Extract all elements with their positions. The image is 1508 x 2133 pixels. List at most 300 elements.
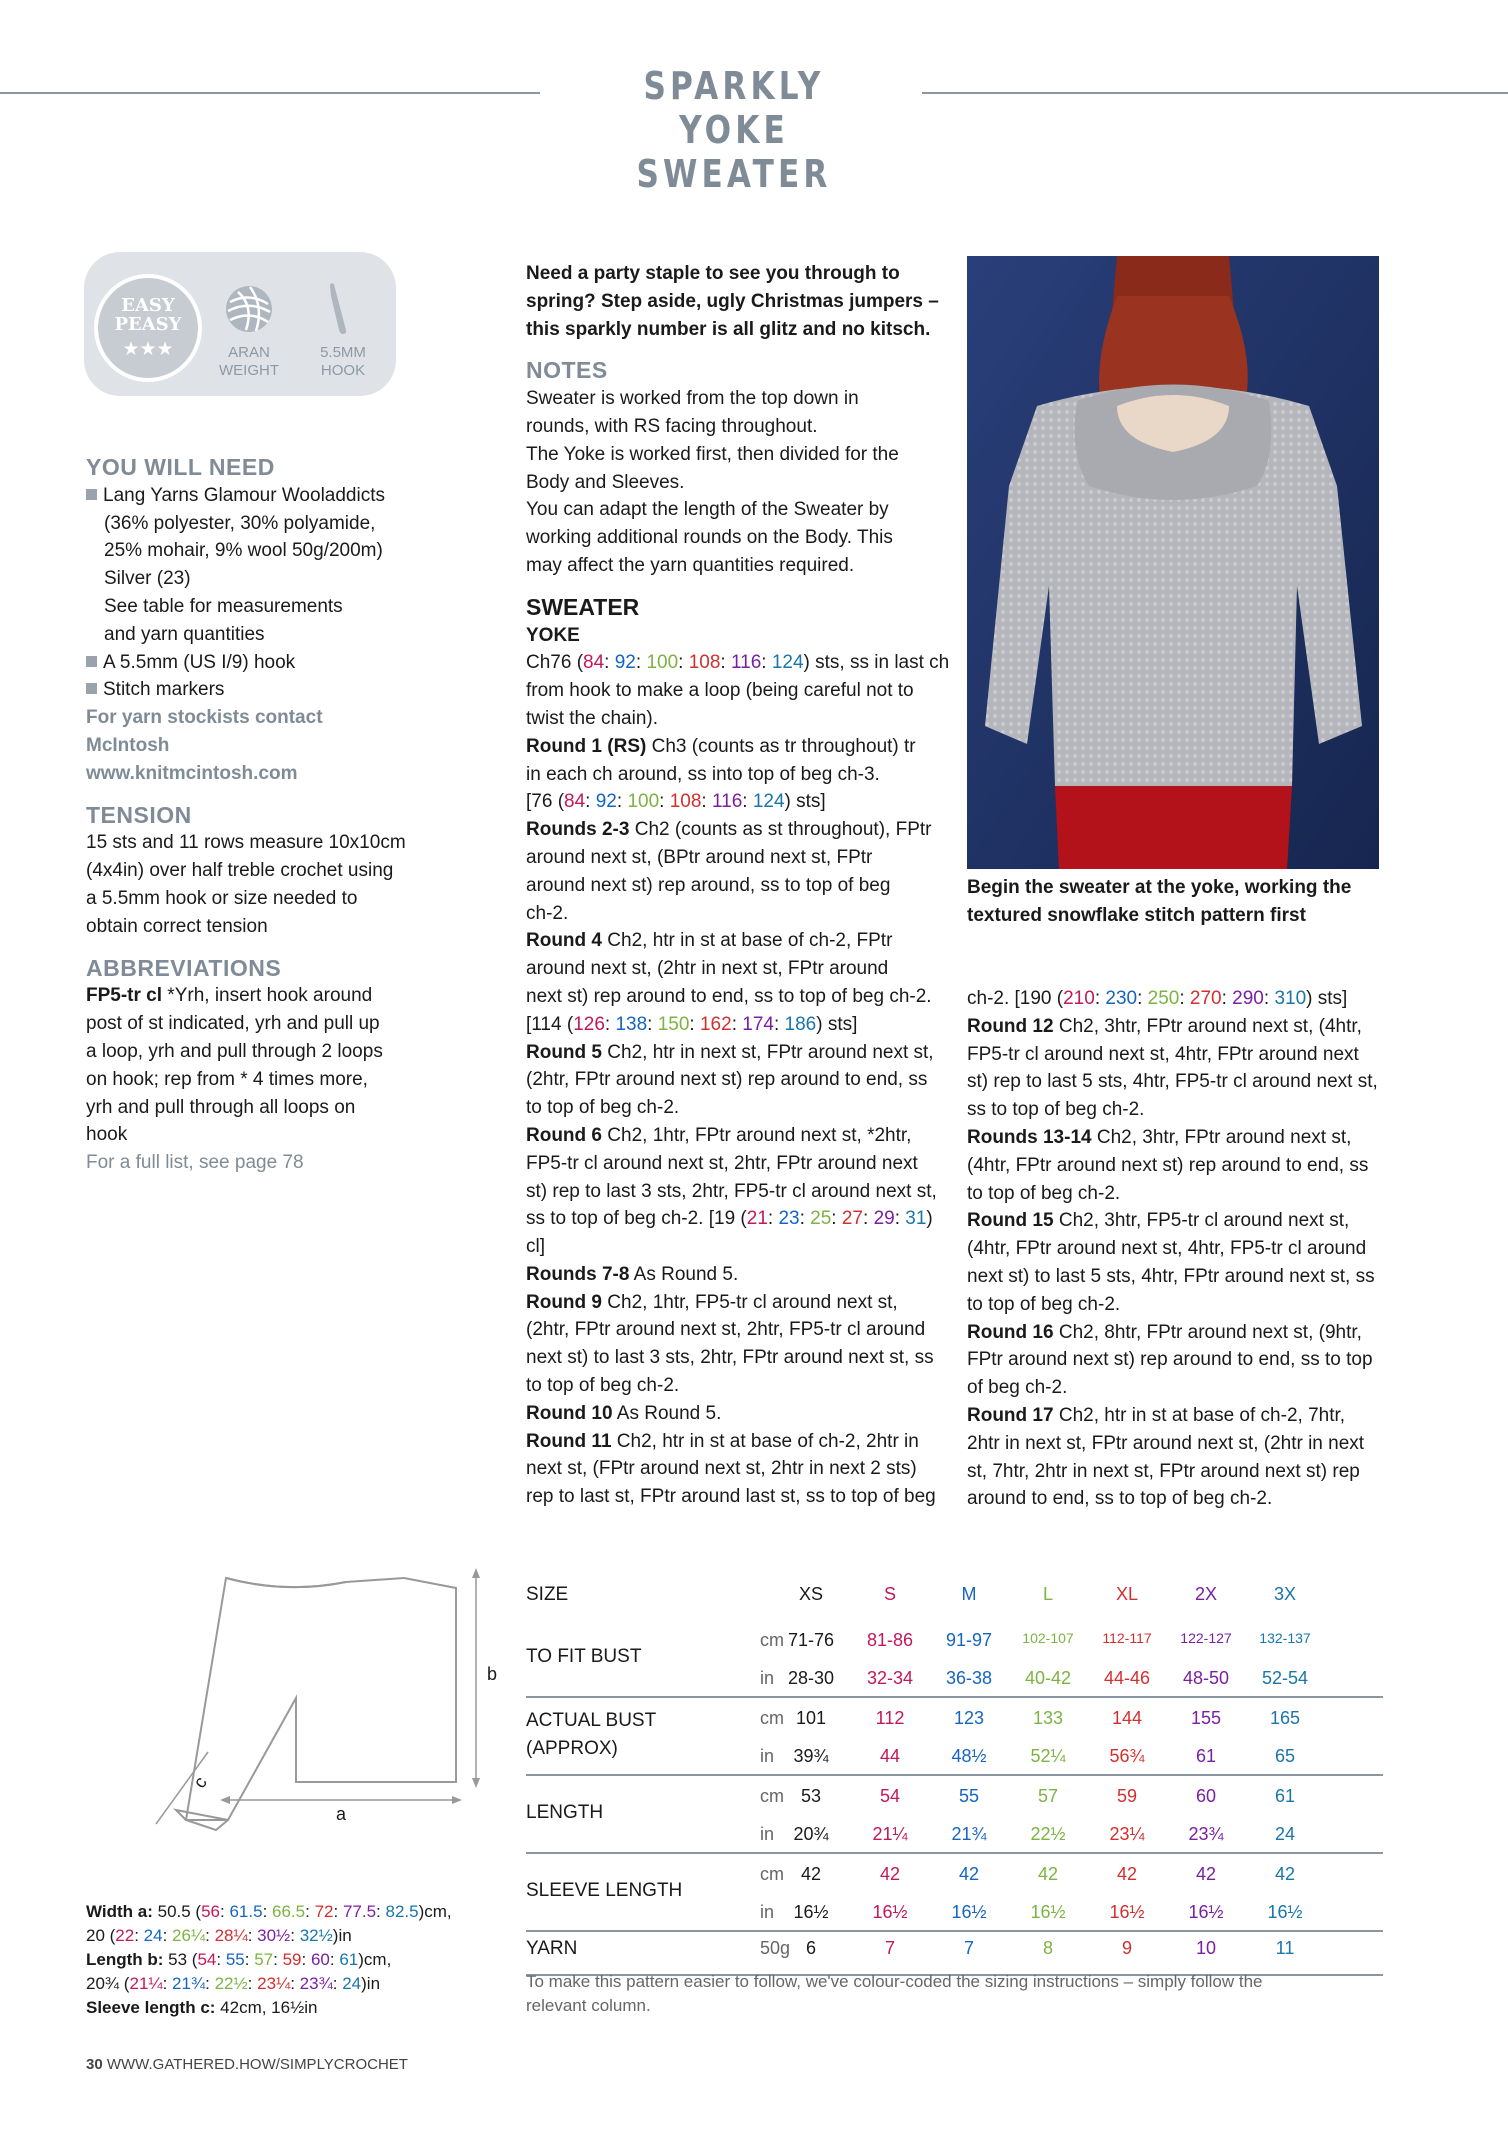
table-cell: 132-137 — [1259, 1630, 1311, 1646]
size-value: 21¾ — [172, 1974, 206, 1993]
table-cell: 144 — [1111, 1708, 1143, 1728]
size-separator: : — [616, 791, 628, 813]
table-divider — [526, 1774, 1383, 1776]
size-separator: : — [731, 1013, 743, 1035]
round-4 — [526, 927, 950, 955]
size-value: 124 — [752, 791, 785, 813]
round-13-14 — [967, 1124, 1387, 1152]
table-cell: 16½ — [1030, 1902, 1066, 1922]
table-cell: 6 — [805, 1938, 816, 1958]
size-separator: : — [247, 1926, 258, 1945]
size-separator: : — [329, 1950, 340, 1969]
measure-label: Width a: — [86, 1902, 153, 1921]
pattern-text: Ch2 (counts as st throughout), FPtr — [629, 819, 932, 841]
right-column — [967, 985, 1387, 1513]
pattern-text: FP5-tr cl around next st, 4htr, FPtr around next — [967, 1043, 1359, 1065]
round-9 — [526, 1289, 950, 1317]
rating-stars: ★★★ — [122, 339, 174, 360]
pattern-text: Ch2, htr in next st, FPtr around next st, — [602, 1041, 934, 1063]
table-cell: 48½ — [951, 1746, 987, 1766]
pattern-text: (2htr, FPtr around next st, 2htr, FP5-tr cl around — [526, 1319, 926, 1341]
pattern-text: 2htr in next st, FPtr around next st, (2htr in next — [967, 1432, 1365, 1454]
table-divider — [526, 1852, 1383, 1854]
size-value: 32½ — [299, 1926, 333, 1945]
round-6 — [526, 1122, 950, 1150]
pattern-line — [526, 649, 950, 677]
round-label: Rounds 2-3 — [526, 819, 630, 841]
size-values — [747, 1208, 927, 1229]
abbreviation-text: a loop, yrh and pull through 2 loops — [86, 1040, 383, 1062]
pattern-text: ) sts] — [784, 791, 826, 813]
bullet-icon — [86, 656, 97, 667]
intro-text: spring? Step aside, ugly Christmas jumpers – — [526, 290, 939, 312]
size-value: 26¼ — [172, 1926, 206, 1945]
table-header-cell: L — [1042, 1584, 1053, 1604]
pattern-text: Ch2, htr in st at base of ch-2, 2htr in — [611, 1430, 919, 1452]
table-cell: 16½ — [1188, 1902, 1224, 1922]
size-separator: : — [773, 1013, 785, 1035]
table-cell: 7 — [884, 1938, 895, 1958]
size-separator: : — [247, 1974, 258, 1993]
intro-text: this sparkly number is all glitz and no kitsch. — [526, 318, 931, 340]
size-value: 23 — [778, 1208, 800, 1230]
round-15 — [967, 1207, 1387, 1235]
pattern-text: ) sts, ss in last ch — [803, 652, 950, 674]
round-label: Round 6 — [526, 1124, 602, 1146]
notes-text: may affect the yarn quantities required. — [526, 554, 855, 576]
table-cell: 53 — [800, 1786, 822, 1806]
table-cell: 16½ — [951, 1902, 987, 1922]
table-cell: 56¾ — [1109, 1746, 1145, 1766]
pattern-text: ) sts] — [816, 1013, 858, 1035]
size-separator: : — [604, 1013, 616, 1035]
stitch-count — [526, 1011, 950, 1039]
measure-text: 50.5 ( — [152, 1902, 202, 1921]
size-value: 250 — [1147, 988, 1180, 1009]
pattern-text: FP5-tr cl around next st, 2htr, FPtr around next — [526, 1152, 918, 1174]
size-values — [583, 652, 804, 673]
size-separator: : — [205, 1926, 215, 1945]
photo-caption — [967, 874, 1387, 930]
notes-text: rounds, with RS facing throughout. — [526, 415, 818, 437]
size-separator: : — [162, 1926, 173, 1945]
pattern-text: st, 7htr, 2htr in next st, FPtr around next st) rep — [967, 1460, 1360, 1482]
size-value: 29 — [873, 1208, 895, 1230]
colour-code-note — [526, 1970, 1356, 2018]
table-unit: cm — [760, 1864, 784, 1884]
table-row-label: TO FIT BUST — [526, 1646, 642, 1667]
sleeve-measurement — [86, 1996, 452, 2020]
page-number: 30 — [86, 2056, 103, 2073]
size-value: 124 — [771, 652, 804, 674]
size-value: 54 — [197, 1950, 217, 1969]
stitch-count — [526, 788, 950, 816]
pattern-text: next st) rep around to end, ss to top of beg ch-2. — [526, 985, 932, 1007]
yoke-label: YOKE — [526, 624, 580, 646]
measure-text: 42cm, 16½in — [215, 1998, 318, 2017]
round-label: Round 16 — [967, 1321, 1054, 1343]
note-text: relevant column. — [526, 1996, 651, 2015]
round-label: Round 10 — [526, 1402, 613, 1424]
sweater-photo — [967, 256, 1379, 869]
pattern-text: FPtr around next st) rep around to end, ss to top — [967, 1349, 1373, 1371]
table-cell: 91-97 — [945, 1630, 993, 1650]
size-value: 290 — [1232, 988, 1264, 1009]
table-cell: 16½ — [872, 1902, 908, 1922]
size-value: 100 — [646, 652, 679, 674]
size-value: 22 — [115, 1926, 135, 1945]
list-item-text: Stitch markers — [103, 679, 225, 701]
round-label: Rounds 7-8 — [526, 1263, 630, 1285]
measure-text: )cm, — [418, 1902, 452, 1921]
size-separator: : — [720, 652, 731, 674]
note-text: To make this pattern easier to follow, we've colour-coded the sizing instructions – simply follow the — [526, 1972, 1263, 1991]
size-separator: : — [134, 1926, 144, 1945]
table-cell: 40-42 — [1024, 1668, 1072, 1688]
table-header-cell: 3X — [1273, 1584, 1297, 1604]
yoke-subheading — [526, 622, 950, 650]
stitch-count — [967, 985, 1387, 1013]
pattern-text: As Round 5. — [629, 1263, 739, 1285]
hook-icon — [324, 282, 350, 336]
table-cell: 52¼ — [1030, 1746, 1066, 1766]
round-label: Round 9 — [526, 1291, 602, 1313]
round-label: Round 11 — [526, 1430, 612, 1452]
pattern-text: Ch2, 1htr, FP5-tr cl around next st, — [602, 1291, 898, 1313]
sweater-schematic — [86, 1560, 506, 1840]
table-row-label: ACTUAL BUST — [526, 1710, 657, 1731]
pattern-text: to top of beg ch-2. — [526, 1375, 680, 1397]
round-16 — [967, 1319, 1387, 1347]
size-value: 230 — [1105, 988, 1138, 1009]
size-separator: : — [894, 1208, 906, 1230]
notes-heading: NOTES — [526, 357, 608, 384]
size-separator: : — [761, 652, 772, 674]
size-separator: : — [216, 1950, 226, 1969]
pattern-text: Ch2, htr in st at base of ch-2, 7htr, — [1053, 1404, 1346, 1426]
measure-text: )in — [361, 1974, 381, 1993]
size-separator: : — [585, 791, 596, 813]
size-value: 126 — [573, 1013, 605, 1035]
table-cell: 11 — [1275, 1938, 1295, 1958]
size-value: 138 — [615, 1013, 648, 1035]
list-item — [86, 482, 416, 510]
pattern-text: next st) to last 5 sts, 4htr, FPtr around next st, ss — [967, 1265, 1375, 1287]
table-cell: 42 — [879, 1864, 901, 1884]
size-value: 84 — [564, 791, 586, 813]
size-separator: : — [799, 1208, 811, 1230]
tension-text: obtain correct tension — [86, 915, 268, 937]
size-separator: : — [647, 1013, 658, 1035]
size-value: 55 — [225, 1950, 245, 1969]
table-row-label: SLEEVE LENGTH — [526, 1880, 683, 1901]
size-value: 82.5 — [385, 1902, 419, 1921]
middle-column — [526, 260, 950, 1511]
round-7-8 — [526, 1261, 950, 1289]
table-unit: in — [760, 1668, 775, 1688]
pattern-text: around next st, (2htr in next st, FPtr around — [526, 958, 889, 980]
table-row-label: LENGTH — [526, 1802, 604, 1823]
size-value: 21 — [746, 1208, 768, 1230]
table-cell: 52-54 — [1261, 1668, 1309, 1688]
size-separator: : — [863, 1208, 874, 1230]
table-cell: 61 — [1274, 1786, 1296, 1806]
table-divider — [526, 1696, 1383, 1698]
size-separator: : — [290, 1926, 300, 1945]
stitch-count — [526, 1205, 950, 1261]
list-item — [86, 649, 416, 677]
list-item — [86, 676, 416, 704]
table-unit: in — [760, 1746, 775, 1766]
table-cell: 81-86 — [866, 1630, 914, 1650]
table-unit: cm — [760, 1786, 784, 1806]
size-value: 61 — [339, 1950, 359, 1969]
notes-text: working additional rounds on the Body. This — [526, 527, 893, 549]
pattern-text: twist the chain). — [526, 707, 658, 729]
tension-text: (4x4in) over half treble crochet using — [86, 860, 394, 882]
size-separator: : — [635, 652, 647, 674]
size-separator: : — [604, 652, 615, 674]
size-separator: : — [678, 652, 689, 674]
table-cell: 39¾ — [793, 1746, 829, 1766]
list-item-detail: (36% polyester, 30% polyamide, — [104, 512, 376, 534]
size-value: 30½ — [257, 1926, 291, 1945]
table-row-label: YARN — [526, 1938, 578, 1959]
round-10 — [526, 1400, 950, 1428]
size-value: 210 — [1063, 988, 1095, 1009]
size-separator: : — [1179, 988, 1190, 1009]
size-values — [1063, 988, 1306, 1009]
abbreviation-entry — [86, 982, 416, 1010]
pattern-text: in each ch around, ss into top of beg ch-3. — [526, 763, 880, 785]
stockists-link[interactable]: www.knitmcintosh.com — [86, 762, 298, 784]
size-value: 92 — [614, 652, 636, 674]
size-value: 24 — [143, 1926, 163, 1945]
round-17 — [967, 1402, 1387, 1430]
table-cell: 101 — [795, 1708, 827, 1728]
size-value: 56 — [201, 1902, 221, 1921]
measure-text: 20¾ ( — [86, 1974, 130, 1993]
table-cell: 48-50 — [1182, 1668, 1230, 1688]
size-value: 270 — [1189, 988, 1222, 1009]
notes-text: You can adapt the length of the Sweater by — [526, 499, 889, 521]
table-cell: 112-117 — [1102, 1630, 1152, 1646]
pattern-text: st) rep to last 5 sts, 4htr, FP5-tr cl around next st, — [967, 1071, 1378, 1093]
size-separator: : — [1263, 988, 1275, 1009]
table-cell: 60 — [1195, 1786, 1217, 1806]
difficulty-label: EASY PEASY — [114, 295, 182, 335]
table-row-label: (APPROX) — [526, 1738, 618, 1759]
caption-text: textured snowflake stitch pattern first — [967, 904, 1306, 926]
pattern-text: (2htr, FPtr around next st) rep around to end, ss — [526, 1069, 928, 1091]
pattern-text: of beg ch-2. — [967, 1377, 1068, 1399]
pattern-text: Ch2, 3htr, FP5-tr cl around next st, — [1053, 1210, 1350, 1232]
size-values — [197, 1950, 358, 1969]
size-separator: : — [162, 1974, 173, 1993]
round-12 — [967, 1013, 1387, 1041]
table-cell: 20¾ — [793, 1824, 829, 1844]
table-cell: 24 — [1274, 1824, 1296, 1844]
notes-text: Sweater is worked from the top down in — [526, 388, 859, 410]
pattern-text: around next st) rep around, ss to top of beg — [526, 874, 891, 896]
size-value: 310 — [1274, 988, 1307, 1009]
round-label: Round 17 — [967, 1404, 1054, 1426]
pattern-text: to top of beg ch-2. — [967, 1182, 1121, 1204]
size-value: 24 — [342, 1974, 362, 1993]
pattern-text: ) sts] — [1306, 988, 1348, 1009]
size-values — [564, 791, 785, 812]
size-separator: : — [1221, 988, 1233, 1009]
table-cell: 102-107 — [1022, 1630, 1074, 1646]
table-header-cell: 2X — [1194, 1584, 1218, 1604]
yarn-ball-icon — [224, 284, 274, 334]
pattern-text: next st, (FPtr around next st, 2htr in next 2 sts) — [526, 1458, 917, 1480]
bullet-icon — [86, 489, 97, 500]
size-value: 61.5 — [229, 1902, 263, 1921]
size-value: 84 — [583, 652, 605, 674]
size-value: 25 — [810, 1208, 832, 1230]
stockists-text: McIntosh — [86, 734, 170, 756]
table-cell: 42 — [1116, 1864, 1138, 1884]
size-value: 23¾ — [299, 1974, 333, 1993]
size-separator: : — [767, 1208, 779, 1230]
list-item-detail: Silver (23) — [104, 568, 191, 590]
size-values — [115, 1926, 332, 1945]
full-list-link[interactable]: For a full list, see page 78 — [86, 1152, 304, 1174]
table-cell: 122-127 — [1180, 1630, 1232, 1646]
table-cell: 42 — [1037, 1864, 1059, 1884]
table-unit: 50g — [760, 1938, 791, 1958]
pattern-text: Ch2, 3htr, FPtr around next st, (4htr, — [1053, 1015, 1362, 1037]
size-value: 60 — [310, 1950, 330, 1969]
table-cell: 155 — [1190, 1708, 1222, 1728]
length-measurement-in — [86, 1972, 452, 1996]
size-separator: : — [205, 1974, 215, 1993]
measure-text: 20 ( — [86, 1926, 116, 1945]
list-item-detail: See table for measurements — [104, 595, 343, 617]
table-cell: 32-34 — [866, 1668, 914, 1688]
left-column — [86, 454, 416, 1177]
size-value: 92 — [595, 791, 617, 813]
abbreviation-text: post of st indicated, yrh and pull up — [86, 1013, 380, 1035]
measure-text: 53 ( — [163, 1950, 198, 1969]
table-cell: 28-30 — [787, 1668, 835, 1688]
table-cell: 22½ — [1030, 1824, 1066, 1844]
pattern-text: ch-2. [190 ( — [967, 988, 1064, 1009]
round-2-3 — [526, 816, 950, 844]
tension-text: 15 sts and 11 rows measure 10x10cm — [86, 832, 406, 854]
size-separator: : — [273, 1950, 283, 1969]
size-value: 21¼ — [129, 1974, 163, 1993]
width-measurement — [86, 1900, 452, 1924]
table-cell: 36-38 — [945, 1668, 993, 1688]
table-header-cell: XS — [798, 1584, 823, 1604]
pattern-text: Ch2, htr in st at base of ch-2, FPtr — [602, 930, 893, 952]
round-label: Round 1 (RS) — [526, 735, 647, 757]
pattern-text: Ch76 ( — [526, 652, 584, 674]
round-label: Round 4 — [526, 930, 602, 952]
diagram-label-c: c — [189, 1772, 211, 1792]
table-cell: 21¾ — [951, 1824, 987, 1844]
table-cell: 16½ — [1109, 1902, 1145, 1922]
size-value: 23¼ — [257, 1974, 291, 1993]
size-value: 59 — [282, 1950, 302, 1969]
table-cell: 71-76 — [787, 1630, 835, 1650]
size-separator: : — [659, 791, 670, 813]
size-value: 186 — [784, 1013, 817, 1035]
table-cell: 42 — [958, 1864, 980, 1884]
pattern-text: Ch2, 3htr, FPtr around next st, — [1091, 1126, 1352, 1148]
size-value: 27 — [841, 1208, 863, 1230]
diagram-label-a: a — [336, 1804, 347, 1824]
pattern-text: [114 ( — [526, 1013, 574, 1035]
table-cell: 54 — [879, 1786, 901, 1806]
size-separator: : — [262, 1902, 273, 1921]
size-separator: : — [332, 1974, 343, 1993]
page-footer — [86, 2056, 408, 2073]
abbreviation-text: on hook; rep from * 4 times more, — [86, 1068, 368, 1090]
list-item-text: A 5.5mm (US I/9) hook — [103, 651, 296, 673]
size-values — [573, 1014, 816, 1035]
measure-label: Length b: — [86, 1950, 164, 1969]
header-rule-left — [0, 92, 540, 94]
table-cell: 112 — [875, 1708, 905, 1728]
size-values — [201, 1902, 418, 1921]
round-label: Round 15 — [967, 1210, 1054, 1232]
size-separator: : — [376, 1902, 386, 1921]
size-value: 100 — [627, 791, 660, 813]
you-will-need-heading: YOU WILL NEED — [86, 454, 275, 480]
table-unit: in — [760, 1902, 775, 1922]
list-item-detail: and yarn quantities — [104, 623, 265, 645]
table-cell: 7 — [963, 1938, 974, 1958]
yarn-weight-label: ARAN WEIGHT — [219, 344, 279, 379]
pattern-text: ss to top of beg ch-2. [19 ( — [526, 1208, 747, 1230]
table-cell: 165 — [1269, 1708, 1301, 1728]
list-item-detail: 25% mohair, 9% wool 50g/200m) — [104, 540, 383, 562]
table-divider — [526, 1930, 1383, 1932]
pattern-text: ss to top of beg ch-2. — [967, 1099, 1145, 1121]
bullet-icon — [86, 683, 97, 694]
round-11 — [526, 1428, 950, 1456]
size-values — [129, 1974, 361, 1993]
notes-text: Body and Sleeves. — [526, 471, 685, 493]
size-separator: : — [305, 1902, 315, 1921]
round-label: Round 5 — [526, 1041, 602, 1063]
pattern-text: ) cl] — [526, 1208, 933, 1258]
table-cell: 65 — [1274, 1746, 1296, 1766]
pattern-text: (4htr, FPtr around next st) rep around to end, ss — [967, 1154, 1369, 1176]
size-value: 162 — [699, 1013, 732, 1035]
intro-text: Need a party staple to see you through to — [526, 263, 900, 284]
pattern-text: [76 ( — [526, 791, 565, 813]
table-cell: 23¼ — [1109, 1824, 1145, 1844]
table-cell: 44 — [879, 1746, 901, 1766]
table-unit: cm — [760, 1630, 784, 1650]
stockists-text: For yarn stockists contact — [86, 707, 323, 729]
table-cell: 133 — [1032, 1708, 1064, 1728]
size-value: 116 — [711, 791, 743, 813]
hook-size-label: 5.5MM HOOK — [320, 344, 366, 379]
abbreviation-text: hook — [86, 1124, 128, 1146]
table-cell: 16½ — [793, 1902, 829, 1922]
size-value: 108 — [669, 791, 702, 813]
footer-url[interactable]: WWW.GATHERED.HOW/SIMPLYCROCHET — [106, 2056, 408, 2073]
caption-text: Begin the sweater at the yoke, working the — [967, 877, 1352, 898]
size-value: 72 — [314, 1902, 334, 1921]
pattern-text: to top of beg ch-2. — [967, 1293, 1121, 1315]
length-measurement — [86, 1948, 452, 1972]
